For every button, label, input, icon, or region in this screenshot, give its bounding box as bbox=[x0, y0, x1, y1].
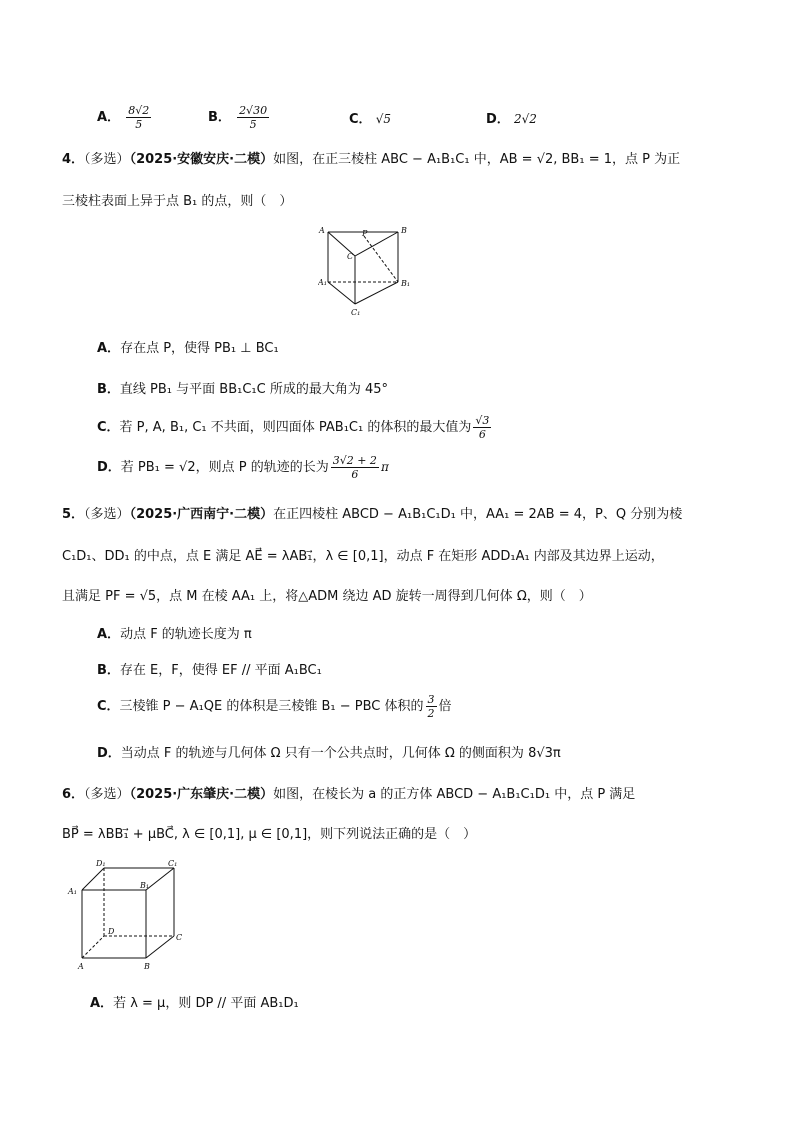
question-tag: （多选） bbox=[84, 787, 130, 802]
option-label: B． bbox=[97, 382, 120, 397]
q4-option-a bbox=[97, 337, 279, 356]
option-text: 若 λ = μ，则 DP // 平面 AB₁D₁ bbox=[113, 996, 299, 1011]
q5-option-c bbox=[97, 693, 452, 720]
option-label: A． bbox=[90, 996, 114, 1011]
option-text: 直线 PB₁ 与平面 BB₁C₁C 所成的最大角为 45° bbox=[119, 382, 389, 397]
edge-a1c1 bbox=[328, 282, 355, 304]
option-label: A． bbox=[97, 627, 121, 642]
q3-option-b bbox=[208, 104, 271, 131]
option-text: 三棱锥 P − A₁QE 的体积是三棱锥 B₁ − PBC 体积的 bbox=[119, 699, 424, 714]
label-c: C bbox=[347, 252, 354, 261]
option-value: √5 bbox=[375, 112, 391, 126]
label-d1: D₁ bbox=[96, 859, 106, 868]
label-c: C bbox=[176, 933, 183, 942]
fraction bbox=[331, 454, 379, 481]
option-label: C． bbox=[97, 420, 120, 435]
hidden-edge-ad bbox=[82, 936, 104, 958]
q3-option-d bbox=[486, 108, 537, 127]
label-b: B bbox=[401, 226, 407, 235]
numerator: √3 bbox=[475, 414, 490, 427]
question-tag: （多选） bbox=[84, 507, 130, 522]
denominator: 6 bbox=[351, 468, 359, 481]
fraction bbox=[237, 104, 269, 131]
label-a: A bbox=[78, 962, 84, 971]
q5-stem-line-2 bbox=[62, 545, 664, 564]
question-stem: 在正四棱柱 ABCD − A₁B₁C₁D₁ 中，AA₁ = 2AB = 4，P、Q 分别为棱 bbox=[273, 507, 683, 522]
option-value: 2√2 bbox=[513, 112, 537, 126]
label-c1: C₁ bbox=[168, 859, 178, 868]
q5-option-d bbox=[97, 742, 561, 761]
option-label: D． bbox=[486, 112, 510, 127]
q5-option-b bbox=[97, 659, 322, 678]
q4-stem-line-2 bbox=[62, 190, 292, 209]
label-a1: A₁ bbox=[68, 887, 77, 896]
numerator: 3√2 + 2 bbox=[332, 454, 377, 467]
label-b1: B₁ bbox=[401, 279, 411, 288]
q4-option-c bbox=[97, 414, 493, 441]
edge-a1d1 bbox=[82, 868, 104, 890]
q5-option-a bbox=[97, 623, 252, 642]
option-label: C． bbox=[97, 699, 120, 714]
hidden-segment-pb1 bbox=[364, 236, 398, 282]
q4-prism-figure bbox=[318, 222, 428, 318]
option-text: 动点 F 的轨迹长度为 π bbox=[120, 627, 252, 642]
question-tag: （多选） bbox=[84, 152, 130, 167]
option-text: 若 P, A, B₁, C₁ 不共面，则四面体 PAB₁C₁ 的体积的最大值为 bbox=[119, 420, 472, 435]
edge-bc bbox=[146, 936, 174, 958]
option-text: 若 PB₁ = √2，则点 P 的轨迹的长为 bbox=[120, 460, 329, 475]
question-number: 4． bbox=[62, 152, 85, 167]
option-label: A． bbox=[97, 110, 121, 125]
q4-option-b bbox=[97, 378, 388, 397]
q6-stem-line-1 bbox=[62, 783, 635, 802]
denominator: 5 bbox=[135, 118, 143, 131]
label-d: D bbox=[108, 927, 115, 936]
option-label: D． bbox=[97, 746, 121, 761]
label-p: P bbox=[362, 229, 368, 238]
question-stem: C₁D₁、DD₁ 的中点，点 E 满足 AE⃗ = λAB₁⃗，λ ∈ [0,1]，动点 F 在矩形 ADD₁A₁ 内部及其边界上运动， bbox=[62, 549, 664, 564]
q6-stem-line-2 bbox=[62, 823, 476, 842]
label-a: A bbox=[319, 226, 325, 235]
denominator: 2 bbox=[427, 707, 435, 720]
q5-stem-line-3 bbox=[62, 585, 592, 604]
question-number: 6． bbox=[62, 787, 85, 802]
option-text: 存在点 P，使得 PB₁ ⊥ BC₁ bbox=[120, 341, 279, 356]
numerator: 2√30 bbox=[239, 104, 268, 117]
option-suffix: 倍 bbox=[438, 699, 452, 714]
option-suffix: π bbox=[380, 460, 389, 474]
fraction bbox=[473, 414, 491, 441]
q3-option-c bbox=[349, 108, 391, 127]
edge-c1b1 bbox=[355, 282, 398, 304]
q3-option-a bbox=[97, 104, 153, 131]
label-a1: A₁ bbox=[318, 278, 327, 287]
question-stem: 如图，在棱长为 a 的正方体 ABCD − A₁B₁C₁D₁ 中，点 P 满足 bbox=[273, 787, 636, 802]
q4-stem-line-1 bbox=[62, 148, 680, 167]
option-label: A． bbox=[97, 341, 121, 356]
question-source: （2025·安徽安庆·二模） bbox=[129, 152, 274, 167]
option-text: 存在 E，F，使得 EF // 平面 A₁BC₁ bbox=[119, 663, 322, 678]
numerator: 3 bbox=[427, 693, 435, 706]
option-label: C． bbox=[349, 112, 372, 127]
question-stem: BP⃗ = λBB₁⃗ + μBC⃗, λ ∈ [0,1], μ ∈ [0,1]，则下列说法正确的是（ ） bbox=[62, 827, 477, 842]
option-label: B． bbox=[97, 663, 120, 678]
question-source: （2025·广东肇庆·二模） bbox=[129, 787, 274, 802]
label-b1: B₁ bbox=[140, 881, 150, 890]
q4-option-d bbox=[97, 454, 389, 481]
question-source: （2025·广西南宁·二模） bbox=[129, 507, 274, 522]
question-number: 5． bbox=[62, 507, 85, 522]
edge-b1c1 bbox=[146, 868, 174, 890]
option-label: D． bbox=[97, 460, 121, 475]
fraction bbox=[426, 693, 437, 720]
q6-cube-figure bbox=[66, 856, 190, 976]
option-text: 当动点 F 的轨迹与几何体 Ω 只有一个公共点时，几何体 Ω 的侧面积为 8√3π bbox=[120, 746, 561, 761]
denominator: 5 bbox=[249, 118, 257, 131]
question-stem: 三棱柱表面上异于点 B₁ 的点，则（ ） bbox=[62, 194, 293, 209]
q6-option-a bbox=[90, 992, 299, 1011]
question-stem: 且满足 PF = √5，点 M 在棱 AA₁ 上，将△ADM 绕边 AD 旋转一周得到几何体 Ω，则（ ） bbox=[62, 589, 592, 604]
q5-stem-line-1 bbox=[62, 503, 682, 522]
option-label: B． bbox=[208, 110, 231, 125]
denominator: 6 bbox=[478, 428, 486, 441]
numerator: 8√2 bbox=[128, 104, 150, 117]
label-c1: C₁ bbox=[351, 308, 361, 317]
fraction bbox=[126, 104, 151, 131]
question-stem: 如图，在正三棱柱 ABC − A₁B₁C₁ 中，AB = √2, BB₁ = 1，点 P 为正 bbox=[273, 152, 681, 167]
label-b: B bbox=[144, 962, 150, 971]
